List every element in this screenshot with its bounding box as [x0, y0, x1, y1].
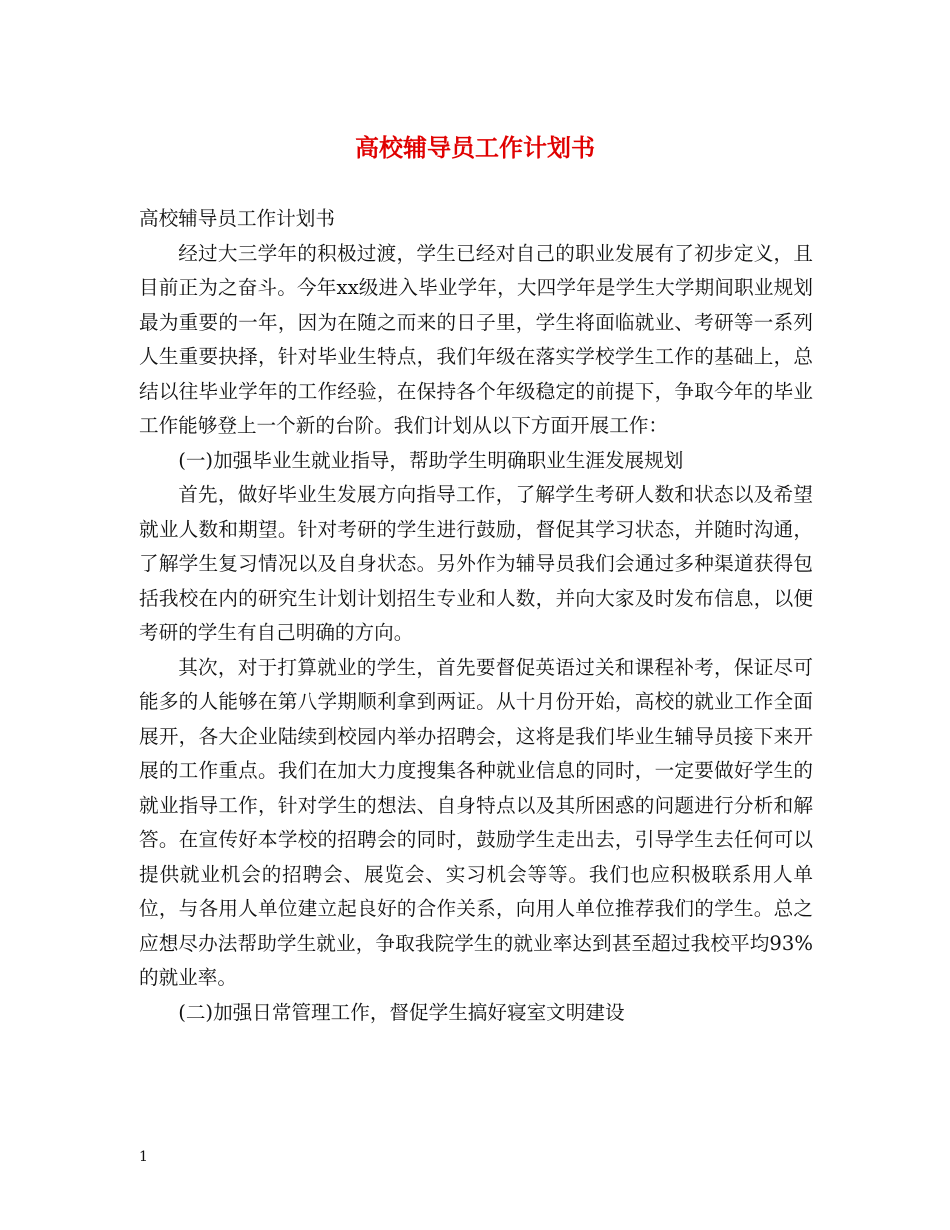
section-heading-1: (一)加强毕业生就业指导，帮助学生明确职业生涯发展规划 [178, 448, 684, 472]
document-body [139, 202, 813, 1030]
document-subtitle: 高校辅导员工作计划书 [139, 207, 335, 230]
section-heading-2: (二)加强日常管理工作，督促学生搞好寝室文明建设 [178, 1000, 625, 1024]
page-number: 1 [139, 1149, 148, 1165]
paragraph-intro: 经过大三学年的积极过渡，学生已经对自己的职业发展有了初步定义，且目前正为之奋斗。今年xx级进入毕业学年，大四学年是学生大学期间职业规划最为重要的一年，因为在随之而来的日子里，学生将面临就业、考研等一系列人生重要抉择，针对毕业生特点，我们年级在落实学校学生工作的基础上，总结以往毕业学年的工作经验，在保持各个年级稳定的前提下，争取今年的毕业工作能够登上一个新的台阶。我们计划从以下方面开展工作： [139, 241, 813, 437]
paragraph-second: 其次，对于打算就业的学生，首先要督促英语过关和课程补考，保证尽可能多的人能够在第八学期顺利拿到两证。从十月份开始，高校的就业工作全面展开，各大企业陆续到校园内举办招聘会，这将是我们毕业生辅导员接下来开展的工作重点。我们在加大力度搜集各种就业信息的同时，一定要做好学生的就业指导工作，针对学生的想法、自身特点以及其所困惑的问题进行分析和解答。在宣传好本学校的招聘会的同时，鼓励学生走出去，引导学生去任何可以提供就业机会的招聘会、展览会、实习机会等等。我们也应积极联系用人单位，与各用人单位建立起良好的合作关系，向用人单位推荐我们的学生。总之应想尽办法帮助学生就业，争取我院学生的就业率达到甚至超过我校平均93%的就业率。 [139, 655, 813, 989]
document-title: 高校辅导员工作计划书 [355, 133, 595, 162]
paragraph-first: 首先，做好毕业生发展方向指导工作，了解学生考研人数和状态以及希望就业人数和期望。针对考研的学生进行鼓励，督促其学习状态，并随时沟通，了解学生复习情况以及自身状态。另外作为辅导员我们会通过多种渠道获得包括我校在内的研究生计划计划招生专业和人数，并向大家及时发布信息，以便考研的学生有自己明确的方向。 [139, 483, 813, 644]
